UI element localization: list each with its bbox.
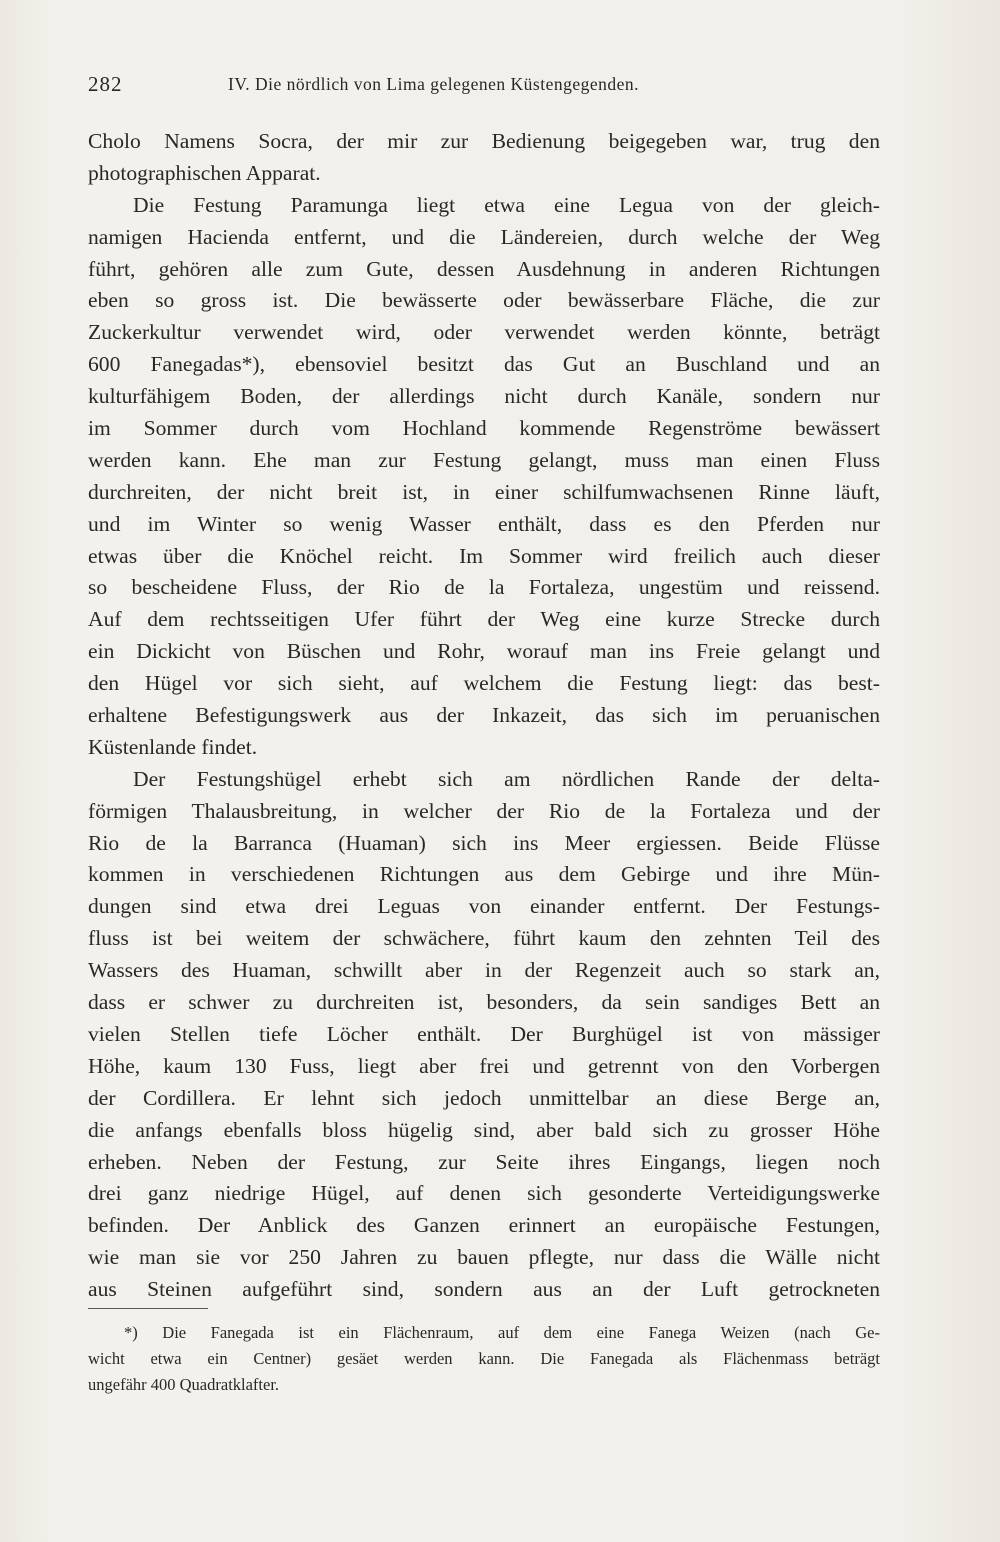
text-line: fluss ist bei weitem der schwächere, führt kaum den zehnten Teil des	[88, 926, 880, 951]
text-line: etwas über die Knöchel reicht. Im Sommer wird freilich auch dieser	[88, 543, 880, 568]
running-head: IV. Die nördlich von Lima gelegenen Küstengegenden.	[228, 74, 640, 94]
text-line: befinden. Der Anblick des Ganzen erinnert an europäische Festungen,	[88, 1213, 880, 1238]
text-line: 600 Fanegadas*), ebensoviel besitzt das Gut an Buschland und an	[88, 352, 880, 377]
text-line: den Hügel vor sich sieht, auf welchem die Festung liegt: das best-	[88, 671, 880, 696]
text-line: so bescheidene Fluss, der Rio de la Fortaleza, ungestüm und reissend.	[88, 575, 880, 600]
text-line: eben so gross ist. Die bewässerte oder bewässerbare Fläche, die zur	[88, 288, 880, 313]
text-line: kulturfähigem Boden, der allerdings nicht durch Kanäle, sondern nur	[88, 384, 880, 409]
text-line: die anfangs ebenfalls bloss hügelig sind, aber bald sich zu grosser Höhe	[88, 1117, 880, 1142]
text-line: führt, gehören alle zum Gute, dessen Ausdehnung in anderen Richtungen	[88, 256, 880, 281]
text-line: photographischen Apparat.	[88, 160, 321, 185]
text-line: namigen Hacienda entfernt, und die Ländereien, durch welche der Weg	[88, 224, 880, 249]
text-line: Wassers des Huaman, schwillt aber in der Regenzeit auch so stark an,	[88, 958, 880, 983]
text-line: Rio de la Barranca (Huaman) sich ins Meer ergiessen. Beide Flüsse	[88, 830, 880, 855]
footnote-line: *) Die Fanegada ist ein Flächenraum, auf dem eine Fanega Weizen (nach Ge-	[124, 1323, 880, 1342]
text-line: drei ganz niedrige Hügel, auf denen sich gesonderte Verteidigungswerke	[88, 1181, 880, 1206]
text-line: erhaltene Befestigungswerk aus der Inkazeit, das sich im peruanischen	[88, 703, 880, 728]
page-header	[88, 72, 888, 102]
text-line: Küstenlande findet.	[88, 734, 258, 759]
text-line: der Cordillera. Er lehnt sich jedoch unmittelbar an diese Berge an,	[88, 1085, 880, 1110]
text-line: Cholo Namens Socra, der mir zur Bedienung beigegeben war, trug den	[88, 129, 880, 153]
footnote-divider	[88, 1308, 208, 1309]
text-line: Auf dem rechtsseitigen Ufer führt der Weg eine kurze Strecke durch	[88, 607, 880, 632]
text-line: aus Steinen aufgeführt sind, sondern aus an der Luft getrockneten	[88, 1277, 880, 1302]
footnote-line: wicht etwa ein Centner) gesäet werden kann. Die Fanegada als Flächenmass beträgt	[88, 1349, 880, 1368]
text-line: Die Festung Paramunga liegt etwa eine Legua von der gleich-	[133, 192, 880, 217]
text-line: Der Festungshügel erhebt sich am nördlichen Rande der delta-	[133, 766, 880, 791]
footnote	[88, 1320, 880, 1398]
text-line: kommen in verschiedenen Richtungen aus dem Gebirge und ihre Mün-	[88, 862, 880, 887]
text-line: vielen Stellen tiefe Löcher enthält. Der Burghügel ist von mässiger	[88, 1021, 880, 1046]
text-line: durchreiten, der nicht breit ist, in einer schilfumwachsenen Rinne läuft,	[88, 479, 880, 504]
text-line: dungen sind etwa drei Leguas von einander entfernt. Der Festungs-	[88, 894, 880, 919]
text-line: dass er schwer zu durchreiten ist, besonders, da sein sandiges Bett an	[88, 990, 880, 1015]
text-line: im Sommer durch vom Hochland kommende Regenströme bewässert	[88, 416, 880, 441]
body-text	[88, 126, 880, 1306]
text-line: ein Dickicht von Büschen und Rohr, worauf man ins Freie gelangt und	[88, 639, 880, 664]
text-line: förmigen Thalausbreitung, in welcher der Rio de la Fortaleza und der	[88, 798, 880, 823]
page-number: 282	[88, 72, 123, 96]
text-line: Zuckerkultur verwendet wird, oder verwendet werden könnte, beträgt	[88, 320, 880, 345]
footnote-line: ungefähr 400 Quadratklafter.	[88, 1375, 280, 1394]
text-line: Höhe, kaum 130 Fuss, liegt aber frei und getrennt von den Vorbergen	[88, 1053, 880, 1078]
text-line: und im Winter so wenig Wasser enthält, dass es den Pferden nur	[88, 511, 880, 536]
text-line: wie man sie vor 250 Jahren zu bauen pflegte, nur dass die Wälle nicht	[88, 1245, 880, 1270]
text-line: werden kann. Ehe man zur Festung gelangt, muss man einen Fluss	[88, 447, 880, 472]
text-line: erheben. Neben der Festung, zur Seite ihres Eingangs, liegen noch	[88, 1149, 880, 1174]
